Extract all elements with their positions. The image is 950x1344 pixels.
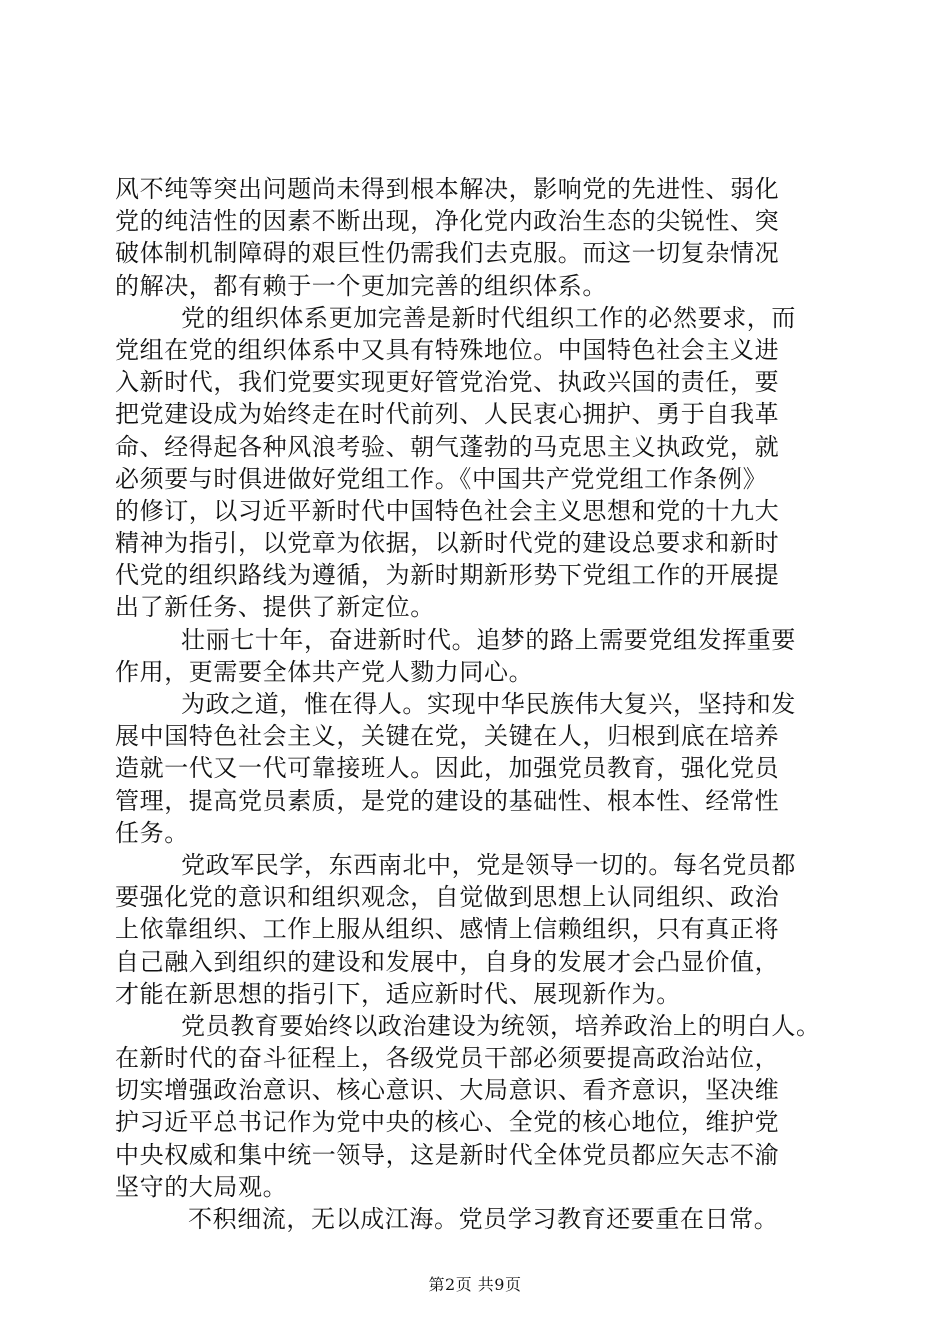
text-line: 展中国特色社会主义，关键在党，关键在人，归根到底在培养 — [115, 722, 780, 751]
text-line: 自己融入到组织的建设和发展中，自身的发展才会凸显价值， — [115, 947, 780, 976]
text-line: 命、经得起各种风浪考验、朝气蓬勃的马克思主义执政党，就 — [115, 432, 780, 461]
text-line: 入新时代，我们党要实现更好管党治党、执政兴国的责任，要 — [115, 368, 780, 397]
paragraph — [115, 849, 845, 1010]
text-line: 党员教育要始终以政治建设为统领，培养政治上的明白人。 — [181, 1011, 821, 1040]
text-line: 必须要与时俱进做好党组工作。《中国共产党党组工作条例》 — [115, 464, 768, 493]
text-line: 的修订，以习近平新时代中国特色社会主义思想和党的十九大 — [115, 496, 780, 525]
text-line: 护习近平总书记作为党中央的核心、全党的核心地位，维护党 — [115, 1108, 780, 1137]
text-line: 破体制机制障碍的艰巨性仍需我们去克服。而这一切复杂情况 — [115, 239, 780, 268]
text-line: 中央权威和集中统一领导，这是新时代全体党员都应矢志不渝 — [115, 1140, 780, 1169]
paragraph — [115, 688, 845, 849]
paragraph — [115, 624, 845, 688]
paragraph — [115, 1203, 845, 1235]
text-line: 党的纯洁性的因素不断出现，净化党内政治生态的尖锐性、突 — [115, 207, 780, 236]
text-line: 管理，提高党员素质，是党的建设的基础性、根本性、经常性 — [115, 786, 780, 815]
text-line: 代党的组织路线为遵循，为新时期新形势下党组工作的开展提 — [115, 561, 780, 590]
document-body — [115, 173, 845, 1235]
text-line: 把党建设成为始终走在时代前列、人民衷心拥护、勇于自我革 — [115, 400, 780, 429]
text-line: 为政之道，惟在得人。实现中华民族伟大复兴，坚持和发 — [181, 690, 796, 718]
text-line: 上依靠组织、工作上服从组织、感情上信赖组织，只有真正将 — [115, 915, 780, 944]
text-line: 作用，更需要全体共产党人勠力同心。 — [115, 657, 534, 686]
text-line: 的解决，都有赖于一个更加完善的组织体系。 — [115, 271, 607, 300]
text-line: 任务。 — [115, 818, 189, 847]
paragraph — [115, 1010, 845, 1203]
text-line: 造就一代又一代可靠接班人。因此，加强党员教育，强化党员 — [115, 754, 780, 783]
text-line: 要强化党的意识和组织观念，自觉做到思想上认同组织、政治 — [115, 883, 780, 912]
text-line: 党组在党的组织体系中又具有特殊地位。中国特色社会主义进 — [115, 335, 780, 364]
text-line: 党政军民学，东西南北中，党是领导一切的。每名党员都 — [181, 850, 796, 879]
paragraph — [115, 173, 845, 302]
text-line: 才能在新思想的指引下，适应新时代、展现新作为。 — [115, 979, 681, 1008]
page-footer — [0, 1275, 950, 1295]
text-line: 精神为指引，以党章为依据，以新时代党的建设总要求和新时 — [115, 529, 780, 558]
text-line: 在新时代的奋斗征程上，各级党员干部必须要提高政治站位， — [115, 1044, 780, 1073]
text-line: 出了新任务、提供了新定位。 — [115, 593, 435, 622]
paragraph — [115, 302, 845, 624]
page-number: 第2页 共9页 — [428, 1275, 522, 1294]
text-line: 坚守的大局观。 — [115, 1172, 288, 1201]
text-line: 风不纯等突出问题尚未得到根本解决，影响党的先进性、弱化 — [115, 175, 780, 203]
text-line: 不积细流，无以成江海。党员学习教育还要重在日常。 — [188, 1205, 779, 1233]
text-line: 党的组织体系更加完善是新时代组织工作的必然要求，而 — [181, 303, 796, 332]
text-line: 切实增强政治意识、核心意识、大局意识、看齐意识，坚决维 — [115, 1076, 780, 1105]
text-line: 壮丽七十年，奋进新时代。追梦的路上需要党组发挥重要 — [181, 625, 796, 654]
